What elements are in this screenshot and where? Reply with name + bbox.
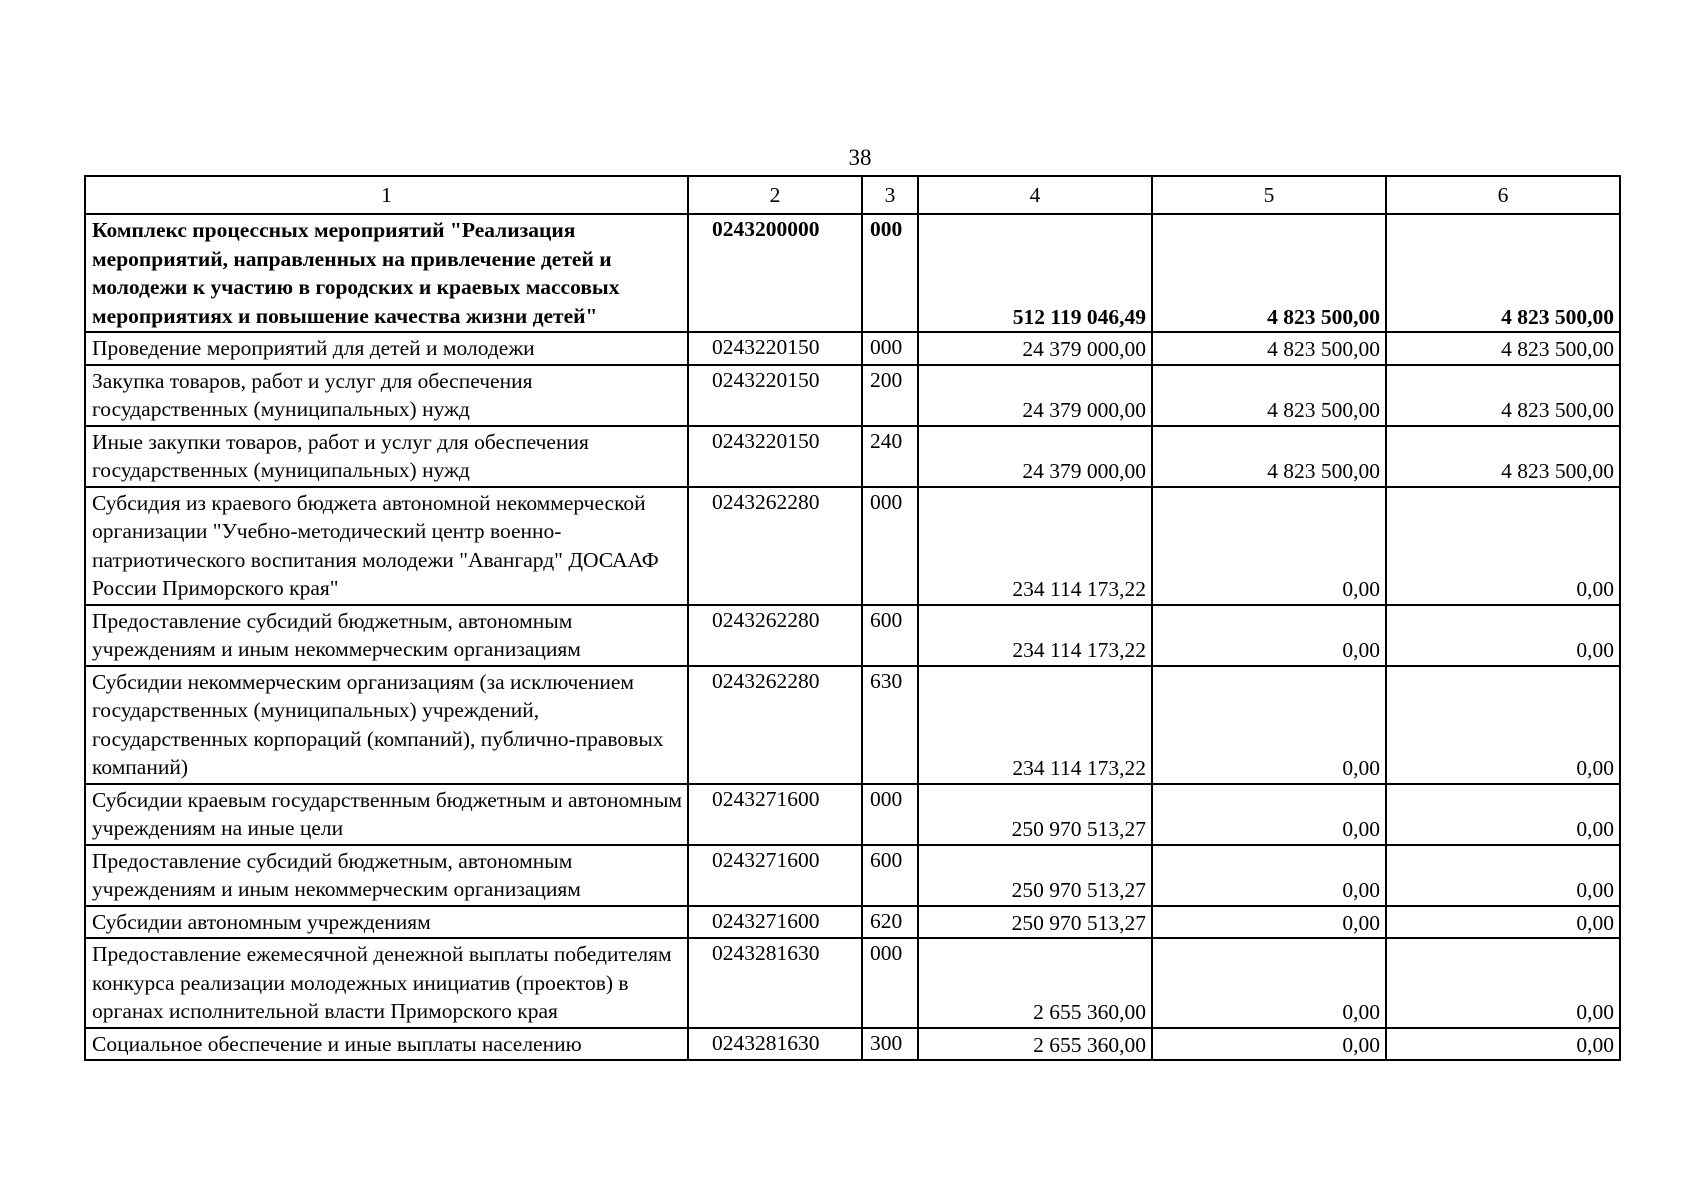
table-row bbox=[85, 332, 1620, 365]
amount-cell: 2 655 360,00 bbox=[918, 1028, 1152, 1061]
column-header: 4 bbox=[918, 176, 1152, 214]
amount-cell: 4 823 500,00 bbox=[1386, 332, 1620, 365]
table-body bbox=[85, 214, 1620, 1060]
expense-type-cell: 000 bbox=[862, 214, 918, 332]
expense-type-cell: 240 bbox=[862, 426, 918, 487]
row-name-cell: Предоставление субсидий бюджетным, автономным учреждениям и иным некоммерческим организациям bbox=[85, 605, 688, 666]
row-name-cell: Социальное обеспечение и иные выплаты населению bbox=[85, 1028, 688, 1061]
amount-cell: 0,00 bbox=[1152, 938, 1386, 1028]
amount-cell: 24 379 000,00 bbox=[918, 426, 1152, 487]
target-code-cell: 0243271600 bbox=[688, 784, 862, 845]
amount-cell: 0,00 bbox=[1152, 605, 1386, 666]
amount-cell: 250 970 513,27 bbox=[918, 906, 1152, 939]
target-code-cell: 0243262280 bbox=[688, 666, 862, 784]
target-code-cell: 0243220150 bbox=[688, 332, 862, 365]
amount-cell: 0,00 bbox=[1386, 845, 1620, 906]
target-code-cell: 0243281630 bbox=[688, 938, 862, 1028]
row-name-cell: Предоставление ежемесячной денежной выплаты победителям конкурса реализации молодежных инициатив (проектов) в органах исполнительной власти Приморского края bbox=[85, 938, 688, 1028]
table-row bbox=[85, 605, 1620, 666]
column-header: 3 bbox=[862, 176, 918, 214]
table-row bbox=[85, 784, 1620, 845]
amount-cell: 250 970 513,27 bbox=[918, 784, 1152, 845]
amount-cell: 4 823 500,00 bbox=[1152, 426, 1386, 487]
amount-cell: 0,00 bbox=[1152, 666, 1386, 784]
amount-cell: 4 823 500,00 bbox=[1386, 365, 1620, 426]
column-header: 6 bbox=[1386, 176, 1620, 214]
budget-table bbox=[84, 175, 1621, 1061]
amount-cell: 4 823 500,00 bbox=[1152, 332, 1386, 365]
expense-type-cell: 000 bbox=[862, 938, 918, 1028]
amount-cell: 0,00 bbox=[1386, 1028, 1620, 1061]
amount-cell: 0,00 bbox=[1152, 906, 1386, 939]
amount-cell: 2 655 360,00 bbox=[918, 938, 1152, 1028]
header-row bbox=[85, 176, 1620, 214]
column-header: 1 bbox=[85, 176, 688, 214]
expense-type-cell: 600 bbox=[862, 845, 918, 906]
amount-cell: 0,00 bbox=[1386, 487, 1620, 605]
table-row bbox=[85, 487, 1620, 605]
page-number: 38 bbox=[848, 145, 872, 170]
row-name-cell: Субсидия из краевого бюджета автономной некоммерческой организации "Учебно-методический центр военно-патриотического воспитания молодежи "Авангард" ДОСААФ России Приморского края" bbox=[85, 487, 688, 605]
amount-cell: 0,00 bbox=[1152, 1028, 1386, 1061]
expense-type-cell: 000 bbox=[862, 784, 918, 845]
target-code-cell: 0243200000 bbox=[688, 214, 862, 332]
amount-cell: 234 114 173,22 bbox=[918, 605, 1152, 666]
amount-cell: 0,00 bbox=[1152, 487, 1386, 605]
expense-type-cell: 600 bbox=[862, 605, 918, 666]
amount-cell: 0,00 bbox=[1152, 784, 1386, 845]
amount-cell: 4 823 500,00 bbox=[1152, 214, 1386, 332]
amount-cell: 4 823 500,00 bbox=[1386, 214, 1620, 332]
amount-cell: 4 823 500,00 bbox=[1386, 426, 1620, 487]
amount-cell: 0,00 bbox=[1386, 605, 1620, 666]
row-name-cell: Предоставление субсидий бюджетным, автономным учреждениям и иным некоммерческим организациям bbox=[85, 845, 688, 906]
table-row bbox=[85, 845, 1620, 906]
table-row bbox=[85, 906, 1620, 939]
target-code-cell: 0243220150 bbox=[688, 426, 862, 487]
table-row bbox=[85, 666, 1620, 784]
amount-cell: 512 119 046,49 bbox=[918, 214, 1152, 332]
expense-type-cell: 000 bbox=[862, 332, 918, 365]
target-code-cell: 0243262280 bbox=[688, 487, 862, 605]
amount-cell: 0,00 bbox=[1386, 906, 1620, 939]
row-name-cell: Субсидии некоммерческим организациям (за исключением государственных (муниципальных) учреждений, государственных корпораций (компаний), публично-правовых компаний) bbox=[85, 666, 688, 784]
column-header: 2 bbox=[688, 176, 862, 214]
table-row bbox=[85, 1028, 1620, 1061]
amount-cell: 0,00 bbox=[1386, 938, 1620, 1028]
amount-cell: 4 823 500,00 bbox=[1152, 365, 1386, 426]
row-name-cell: Проведение мероприятий для детей и молодежи bbox=[85, 332, 688, 365]
amount-cell: 0,00 bbox=[1152, 845, 1386, 906]
target-code-cell: 0243271600 bbox=[688, 845, 862, 906]
expense-type-cell: 300 bbox=[862, 1028, 918, 1061]
table-row bbox=[85, 938, 1620, 1028]
table-row bbox=[85, 365, 1620, 426]
amount-cell: 234 114 173,22 bbox=[918, 666, 1152, 784]
target-code-cell: 0243220150 bbox=[688, 365, 862, 426]
amount-cell: 0,00 bbox=[1386, 666, 1620, 784]
expense-type-cell: 630 bbox=[862, 666, 918, 784]
expense-type-cell: 000 bbox=[862, 487, 918, 605]
target-code-cell: 0243262280 bbox=[688, 605, 862, 666]
expense-type-cell: 620 bbox=[862, 906, 918, 939]
row-name-cell: Субсидии краевым государственным бюджетным и автономным учреждениям на иные цели bbox=[85, 784, 688, 845]
row-name-cell: Иные закупки товаров, работ и услуг для обеспечения государственных (муниципальных) нужд bbox=[85, 426, 688, 487]
target-code-cell: 0243271600 bbox=[688, 906, 862, 939]
column-header: 5 bbox=[1152, 176, 1386, 214]
amount-cell: 250 970 513,27 bbox=[918, 845, 1152, 906]
table-row bbox=[85, 426, 1620, 487]
row-name-cell: Субсидии автономным учреждениям bbox=[85, 906, 688, 939]
target-code-cell: 0243281630 bbox=[688, 1028, 862, 1061]
amount-cell: 24 379 000,00 bbox=[918, 332, 1152, 365]
expense-type-cell: 200 bbox=[862, 365, 918, 426]
row-name-cell: Комплекс процессных мероприятий "Реализация мероприятий, направленных на привлечение детей и молодежи к участию в городских и краевых массовых мероприятиях и повышение качества жизни детей" bbox=[85, 214, 688, 332]
amount-cell: 234 114 173,22 bbox=[918, 487, 1152, 605]
amount-cell: 24 379 000,00 bbox=[918, 365, 1152, 426]
table-row bbox=[85, 214, 1620, 332]
row-name-cell: Закупка товаров, работ и услуг для обеспечения государственных (муниципальных) нужд bbox=[85, 365, 688, 426]
amount-cell: 0,00 bbox=[1386, 784, 1620, 845]
